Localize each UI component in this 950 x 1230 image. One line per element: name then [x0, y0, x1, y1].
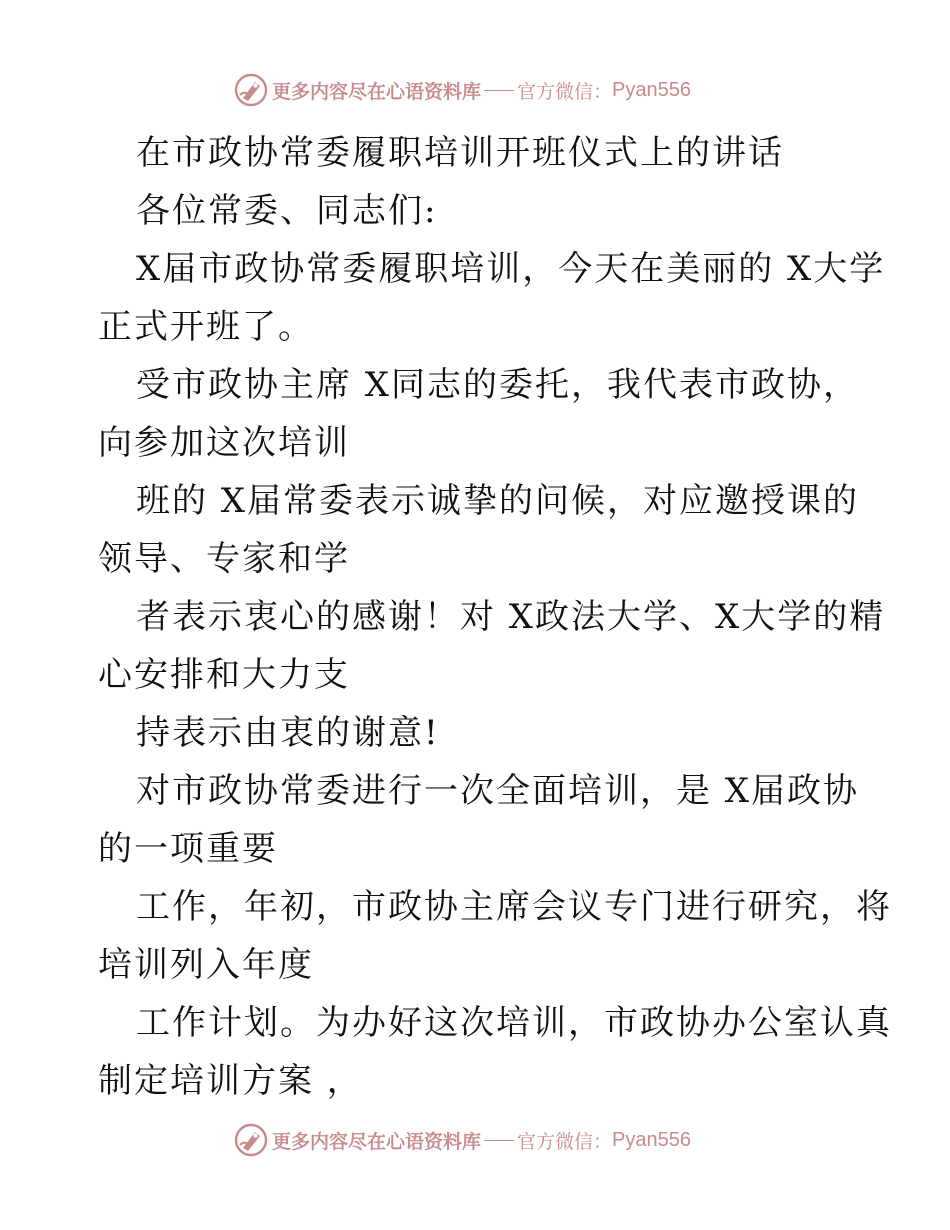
watermark-dash: [484, 90, 514, 91]
watermark-official-label: 官方微信：: [517, 1130, 613, 1153]
document-line: 的一项重要: [98, 829, 278, 869]
document-line: X届市政协常委履职培训，今天在美丽的 X大学: [136, 249, 886, 289]
watermark-dash: [484, 1140, 514, 1141]
document-line: 者表示衷心的感谢！对 X政法大学、X大学的精: [136, 597, 886, 637]
document-line: 班的 X届常委表示诚挚的问候，对应邀授课的: [136, 481, 860, 521]
document-line: 向参加这次培训: [98, 423, 350, 463]
document-line: 持表示由衷的谢意!: [136, 713, 440, 753]
pen-nib-logo-icon: [234, 1123, 268, 1157]
document-line: 工作计划。为办好这次培训，市政协办公室认真: [136, 1003, 892, 1043]
watermark-wechat-id: Pyan556: [612, 78, 691, 101]
footer-watermark: [234, 1122, 691, 1158]
watermark-wechat-id: Pyan556: [612, 1128, 691, 1151]
watermark-official-label: 官方微信：: [517, 80, 613, 103]
watermark-main-text: 更多内容尽在心语资料库: [272, 80, 482, 103]
document-line: 在市政协常委履职培训开班仪式上的讲话: [136, 133, 784, 173]
document-line: 对市政协常委进行一次全面培训，是 X届政协: [136, 771, 860, 811]
document-line: 各位常委、同志们:: [136, 191, 438, 231]
document-line: 工作，年初，市政协主席会议专门进行研究，将: [136, 887, 892, 927]
document-line: 培训列入年度: [98, 945, 314, 985]
document-line: 受市政协主席 X同志的委托，我代表市政协，: [136, 365, 860, 405]
document-line: 心安排和大力支: [98, 655, 350, 695]
document-line: 制定培训方案 ，: [98, 1061, 363, 1101]
header-watermark: [234, 72, 691, 108]
document-line: 正式开班了。: [98, 307, 314, 347]
pen-nib-logo-icon: [234, 73, 268, 107]
document-line: 领导、专家和学: [98, 539, 350, 579]
watermark-main-text: 更多内容尽在心语资料库: [272, 1130, 482, 1153]
document-body: [98, 124, 892, 1110]
